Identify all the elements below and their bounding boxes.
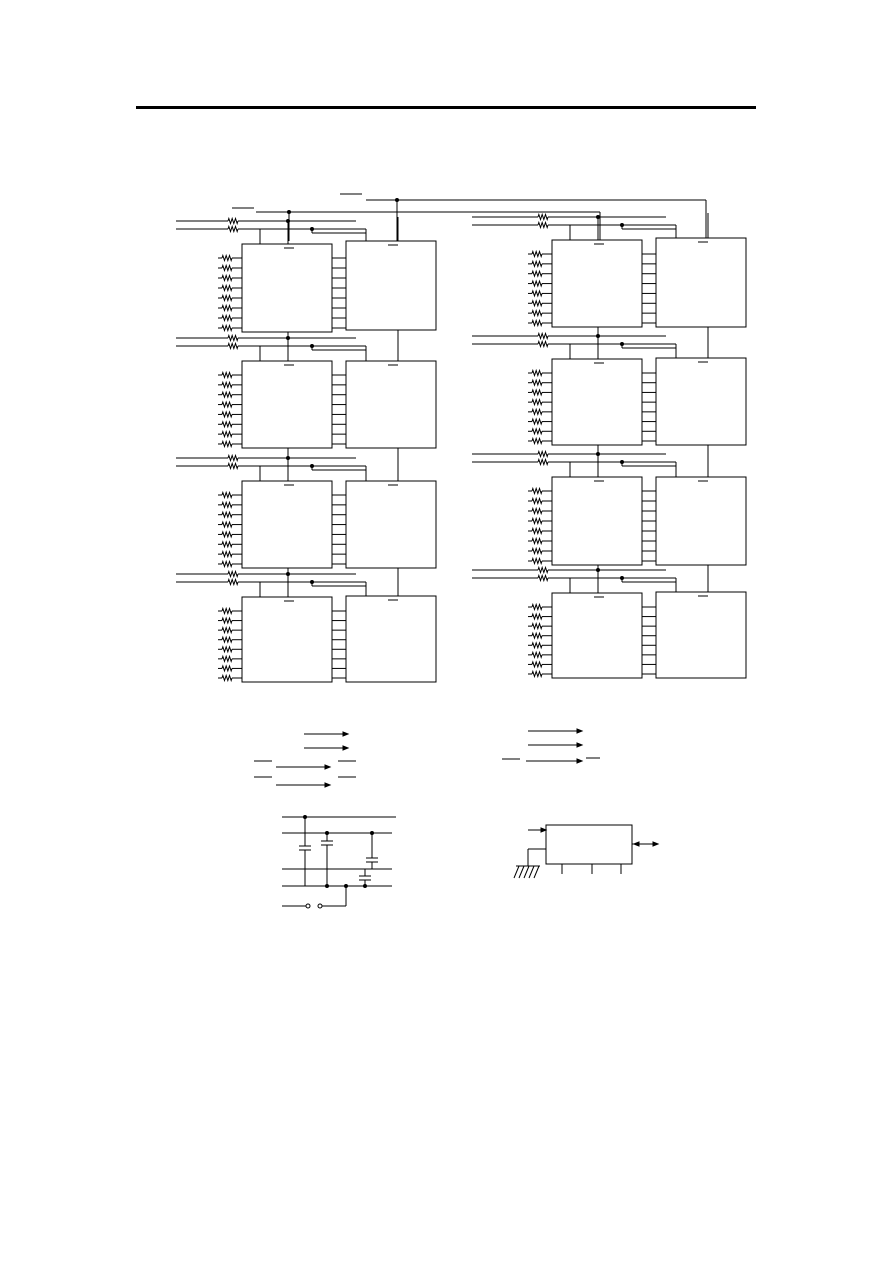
memory-chip xyxy=(242,481,332,568)
resistor xyxy=(222,512,232,517)
ground-hatch xyxy=(519,866,524,878)
ground-hatch xyxy=(514,866,519,878)
resistor xyxy=(538,568,548,573)
memory-chip xyxy=(552,359,642,445)
resistor xyxy=(222,656,232,661)
resistor xyxy=(532,509,542,514)
resistor xyxy=(532,419,542,424)
junction-dot xyxy=(288,211,291,214)
resistor xyxy=(222,618,232,623)
resistor xyxy=(532,662,542,667)
resistor xyxy=(228,572,238,577)
memory-chip xyxy=(346,241,436,330)
memory-chip xyxy=(242,244,332,332)
resistor xyxy=(538,215,548,220)
resistor xyxy=(228,344,238,349)
resistor xyxy=(532,614,542,619)
resistor xyxy=(222,676,232,681)
arrowhead xyxy=(577,743,582,747)
resistor xyxy=(532,281,542,286)
resistor xyxy=(228,580,238,585)
resistor xyxy=(222,306,232,311)
resistor xyxy=(532,559,542,564)
resistor xyxy=(228,336,238,341)
resistor xyxy=(532,321,542,326)
arrowhead xyxy=(577,759,582,763)
resistor xyxy=(222,256,232,261)
resistor xyxy=(532,605,542,610)
resistor xyxy=(532,380,542,385)
resistor xyxy=(222,493,232,498)
memory-chip xyxy=(656,592,746,678)
resistor xyxy=(532,271,542,276)
resistor xyxy=(532,643,542,648)
resistor xyxy=(532,409,542,414)
resistor xyxy=(222,552,232,557)
resistor xyxy=(532,371,542,376)
resistor xyxy=(222,266,232,271)
resistor xyxy=(532,499,542,504)
resistor xyxy=(222,502,232,507)
resistor xyxy=(532,291,542,296)
resistor xyxy=(222,392,232,397)
memory-chip xyxy=(346,481,436,568)
arrowhead xyxy=(634,842,639,846)
resistor xyxy=(228,464,238,469)
memory-chip xyxy=(552,593,642,678)
arrowhead xyxy=(325,783,330,787)
resistor xyxy=(532,672,542,677)
resistor xyxy=(222,637,232,642)
resistor xyxy=(538,576,548,581)
resistor xyxy=(222,373,232,378)
resistor xyxy=(222,562,232,567)
arrowhead xyxy=(577,729,582,733)
resistor xyxy=(222,422,232,427)
memory-chip xyxy=(656,238,746,327)
resistor xyxy=(532,549,542,554)
resistor xyxy=(532,400,542,405)
memory-chip xyxy=(242,361,332,448)
memory-chip xyxy=(552,240,642,327)
resistor xyxy=(532,429,542,434)
resistor xyxy=(222,276,232,281)
resistor xyxy=(538,334,548,339)
resistor xyxy=(222,628,232,633)
resistor xyxy=(222,286,232,291)
resistor xyxy=(532,311,542,316)
memory-chip xyxy=(346,596,436,682)
arrowhead xyxy=(343,732,348,736)
resistor xyxy=(538,460,548,465)
resistor xyxy=(532,252,542,257)
resistor xyxy=(532,301,542,306)
resistor xyxy=(538,223,548,228)
resistor xyxy=(222,666,232,671)
resistor xyxy=(538,342,548,347)
ground-hatch xyxy=(534,866,539,878)
resistor xyxy=(222,412,232,417)
memory-chip xyxy=(552,477,642,565)
resistor xyxy=(222,382,232,387)
controller-block xyxy=(546,825,632,864)
resistor xyxy=(532,489,542,494)
ground-hatch xyxy=(529,866,534,878)
resistor xyxy=(222,522,232,527)
ground-hatch xyxy=(524,866,529,878)
arrowhead xyxy=(653,842,658,846)
memory-chip xyxy=(346,361,436,448)
resistor xyxy=(228,227,238,232)
resistor xyxy=(222,532,232,537)
resistor xyxy=(222,432,232,437)
resistor xyxy=(222,326,232,331)
resistor xyxy=(532,652,542,657)
arrowhead xyxy=(325,765,330,769)
terminal xyxy=(318,904,322,908)
resistor xyxy=(532,529,542,534)
resistor xyxy=(222,296,232,301)
resistor xyxy=(532,539,542,544)
resistor xyxy=(532,624,542,629)
resistor xyxy=(532,439,542,444)
resistor xyxy=(532,261,542,266)
terminal xyxy=(306,904,310,908)
resistor xyxy=(532,390,542,395)
memory-chip xyxy=(656,358,746,445)
resistor xyxy=(532,519,542,524)
resistor xyxy=(532,633,542,638)
resistor xyxy=(228,456,238,461)
arrowhead xyxy=(541,828,546,832)
resistor xyxy=(538,452,548,457)
arrowhead xyxy=(343,746,348,750)
resistor xyxy=(222,402,232,407)
resistor xyxy=(222,442,232,447)
resistor xyxy=(222,647,232,652)
resistor xyxy=(222,542,232,547)
resistor xyxy=(228,219,238,224)
resistor xyxy=(222,316,232,321)
resistor xyxy=(222,609,232,614)
memory-chip xyxy=(242,597,332,682)
memory-chip xyxy=(656,477,746,565)
